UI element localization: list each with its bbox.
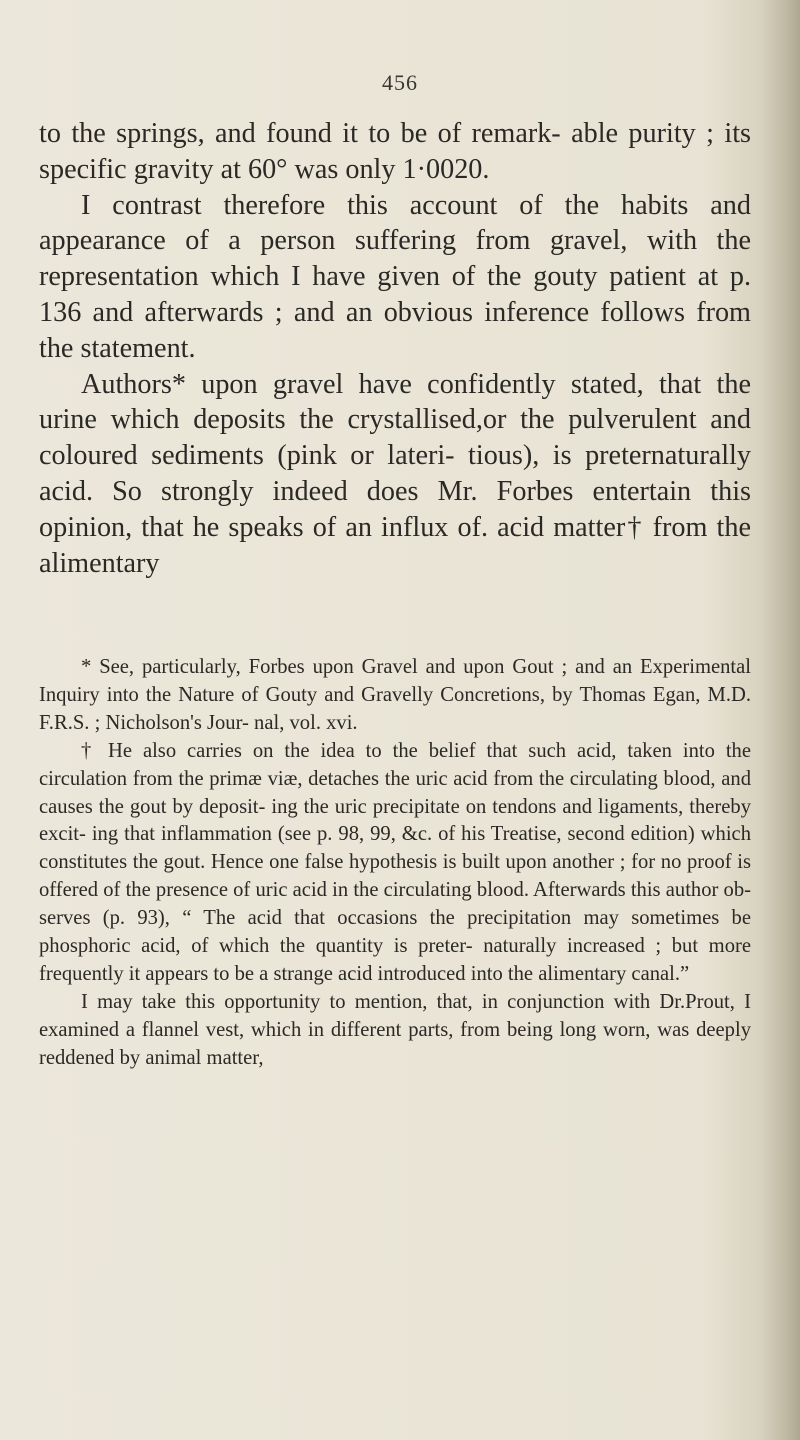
page-number: 456 <box>382 70 418 95</box>
footnote-asterisk: * See, particularly, Forbes upon Gravel and upon Gout ; and an Experimental Inquiry into the Nature of Gouty and Gravelly Concretions, by Thomas Egan, M.D. F.R.S. ; Nicholson's Jour- nal, vol. xvi. <box>39 656 751 734</box>
page-edge-shadow <box>760 0 800 1440</box>
footnote-continuation: I may take this opportunity to mention, that, in conjunction with Dr.Prout, I examined a flannel vest, which in different parts, from being long worn, was deeply reddened by animal matter, <box>39 990 751 1069</box>
paragraph-1: to the springs, and found it to be of remark- able purity ; its specific gravity at 60° was only 1·0020. <box>39 118 751 185</box>
paragraph-3: Authors* upon gravel have confidently stated, that the urine which deposits the crystallised,or the pulverulent and coloured sediments (pink or lateri- tious), is preternaturally acid. So strongly indeed does Mr. Forbes entertain this opinion, that he speaks of an influx of. acid matter† from the alimentary <box>39 368 751 579</box>
footnote-dagger: † He also carries on the idea to the belief that such acid, taken into the circulation from the primæ viæ, detaches the uric acid from the circulating blood, and causes the gout by deposit- ing the uric precipitate on tendons and ligaments, thereby excit- ing that inflammation (see p. 98, 99, &c. of his Treatise, second edition) which constitutes the gout. Hence one false hypothesis is built upon another ; for no proof is offered of the presence of uric acid in the circulating blood. Afterwards this author ob- serves (p. 93), “ The acid that occasions the precipitation may sometimes be phosphoric acid, of which the quantity is preter- naturally increased ; but more frequently it appears to be a strange acid introduced into the alimentary canal.” <box>39 739 751 985</box>
paragraph-2: I contrast therefore this account of the habits and appearance of a person suffering from gravel, with the representation which I have given of the gouty patient at p. 136 and afterwards ; and an obvious inference follows from the statement. <box>39 189 751 364</box>
footnotes <box>39 654 751 1073</box>
main-text <box>39 116 751 581</box>
